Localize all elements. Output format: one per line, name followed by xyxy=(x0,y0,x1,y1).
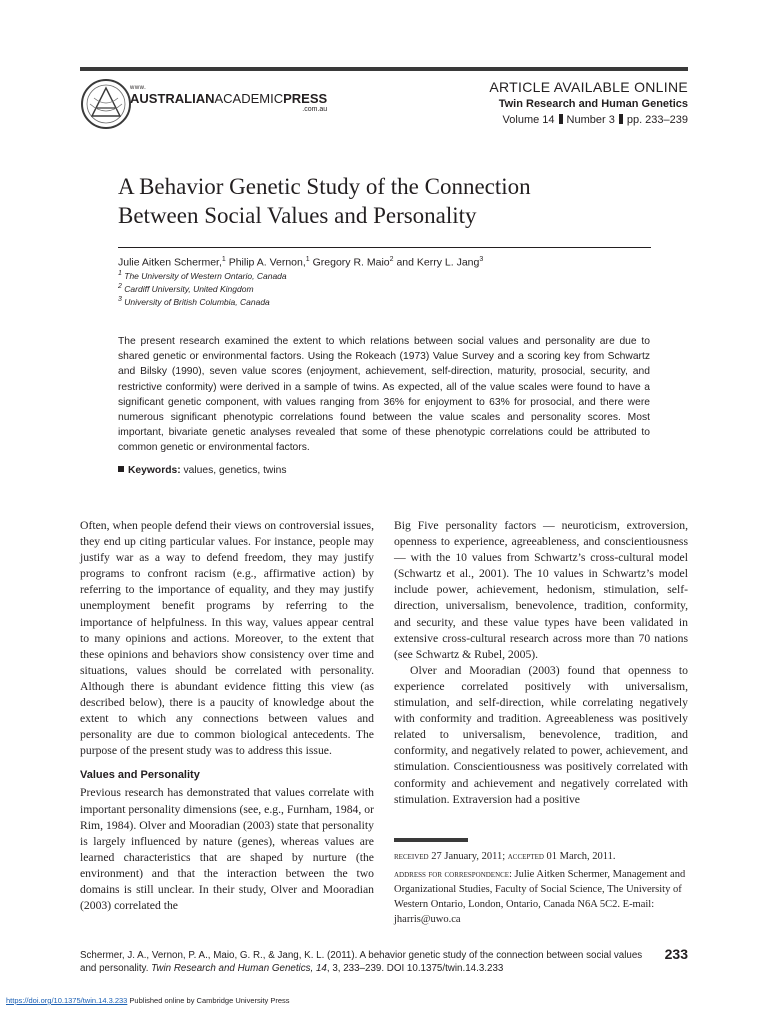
publisher-wordmark xyxy=(130,85,327,113)
author-affiliation-mark: 3 xyxy=(479,256,484,263)
author-affiliation-mark: 2 xyxy=(389,256,394,263)
section-heading: Values and Personality xyxy=(80,769,200,782)
availability-label: ARTICLE AVAILABLE ONLINE xyxy=(489,79,688,95)
separator-bar-icon xyxy=(559,114,563,124)
keywords-label: Keywords: xyxy=(128,465,181,476)
issue-number: Number 3 xyxy=(566,114,615,126)
top-rule xyxy=(80,67,688,71)
keywords xyxy=(118,465,287,476)
affiliation-mark: 3 xyxy=(118,296,122,303)
publisher-www: www. xyxy=(130,85,147,91)
volume: Volume 14 xyxy=(502,114,555,126)
author-affiliation-mark: 1 xyxy=(221,256,226,263)
received-accepted-note xyxy=(394,849,688,864)
affiliation-text: Cardiff University, United Kingdom xyxy=(121,283,254,294)
body-paragraph: Olver and Mooradian (2003) found that openness to experience correlated positively with universalism, stimulation, and self-direction, while correlating negatively with conformity and tradition. Agreeableness was positively related to universalism, benevolence, tradition, and conformity, and negatively related to power, achievement, and stimulation. Conscientiousness was positively correlated with conformity and achievement and negatively correlated with stimulation. Extraversion had a positive xyxy=(394,663,688,806)
received-label: received xyxy=(394,851,429,862)
published-note: Published online by Cambridge University Press xyxy=(127,996,290,1005)
page-number: 233 xyxy=(664,946,688,962)
author-name: and Kerry L. Jang xyxy=(393,256,480,269)
journal-masthead xyxy=(489,78,688,128)
title-line-1: A Behavior Genetic Study of the Connection xyxy=(118,174,531,199)
author-affiliation-mark: 1 xyxy=(305,256,310,263)
correspondence-note xyxy=(394,867,688,927)
journal-name: Twin Research and Human Genetics xyxy=(498,98,688,110)
square-bullet-icon xyxy=(118,466,124,472)
publisher-brand-bold: AUSTRALIAN xyxy=(130,91,215,106)
affiliation-mark: 1 xyxy=(118,270,122,277)
citation-text: Schermer, J. A., Vernon, P. A., Maio, G. R., & Jang, K. L. (2011). A behavior genetic study of the connection between social values and personality. xyxy=(80,950,643,974)
address-label: address for correspondence: xyxy=(394,869,512,880)
publisher-brand-regular: ACADEMIC xyxy=(214,91,284,106)
accepted-label: accepted xyxy=(507,851,544,862)
footer xyxy=(6,996,290,1006)
affiliation xyxy=(118,293,270,309)
author-name: Philip A. Vernon, xyxy=(225,256,306,269)
footnote-rule xyxy=(394,838,468,842)
title-line-2: Between Social Values and Personality xyxy=(118,203,477,228)
separator-bar-icon xyxy=(619,114,623,124)
received-date: 27 January, 2011; xyxy=(428,851,508,862)
page-range: pp. 233–239 xyxy=(626,114,688,126)
body-column-left xyxy=(80,518,374,914)
affiliation-text: The University of Western Ontario, Canada xyxy=(121,270,287,281)
publisher-domain: .com.au xyxy=(302,106,328,113)
publisher-brand-bold2: PRESS xyxy=(283,91,328,106)
keywords-list: values, genetics, twins xyxy=(180,465,287,476)
address-text: Julie Aitken Schermer, Management and Organizational Studies, Faculty of Social Science, The University of Western Ontario, London, Ontario, Canada N6A 5C2. E-mail: jharris@uwo.ca xyxy=(394,869,686,925)
article-notes xyxy=(394,849,688,927)
citation-rest: , 3, 233–239. DOI 10.1375/twin.14.3.233 xyxy=(326,963,504,974)
abstract: The present research examined the extent to which relations between social values and personality are due to shared genetic or environmental factors. Using the Rokeach (1973) Value Survey and a scoring key from Schwartz and Bilsky (1990), seven value scores (enjoyment, achievement, self-direction, maturity, prosocial, security, and restrictive conformity) were derived in a sample of twins. As expected, all of the value scales were found to have a significant genetic component, with values ranging from 36% for enjoyment to 63% for prosocial, and there were numerous significant phenotypic correlations found between the value scales and personality scores. Most important, bivariate genetic analyses revealed that some of these phenotypic correlations could be attributed to common genetic or environmental factors. xyxy=(118,336,650,454)
accepted-date: 01 March, 2011. xyxy=(543,851,616,862)
body-paragraph: Big Five personality factors — neuroticism, extroversion, openness to experience, agreeableness, and conscientiousness — with the 10 values from Schwartz’s cross-cultural model (Schwartz et al., 2001). The 10 values in Schwartz’s model include power, achievement, hedonism, stimulation, self-direction, universalism, benevolence, tradition, conformity, and security, and these value types have been validated in extensive cross-cultural research across more than 70 nations (see Schwartz & Rubel, 2005). xyxy=(394,519,688,661)
affiliation-text: University of British Columbia, Canada xyxy=(121,296,270,307)
body-column-right xyxy=(394,518,688,808)
citation-journal: Twin Research and Human Genetics, 14 xyxy=(151,963,327,974)
title-rule xyxy=(118,247,651,248)
citation xyxy=(80,949,660,975)
volume-line xyxy=(489,112,688,128)
body-paragraph: Previous research has demonstrated that values correlate with important personality dimensions (see, e.g., Furnham, 1984, or Rim, 1984). Olver and Mooradian (2003) state that personality is largely influenced by nature (genes), whereas values are learned characteristics that are shaped by nurture (the environment) and that the interaction between the two domains is still unclear. In their study, Olver and Mooradian (2003) correlated the xyxy=(80,786,374,913)
author-name: Gregory R. Maio xyxy=(309,256,390,269)
body-paragraph: Often, when people defend their views on controversial issues, they end up citing particular values. For instance, people may justify war as a way to defend freedom, they may justify programs to confront racism (e.g., affirmative action) by referring to the importance of equality, and they may justify unemployment benefit programs by referring to the importance of helpfulness. In this way, values appear central to many opinions and actions. Moreover, to the extent that these opinions and behaviors show consistency over time and situations, values should be correlated with personality. Although there is abundant evidence fitting this view (as described below), there is a paucity of knowledge about the extent to which any connections between values and personality are due to common biological antecedents. The purpose of the present study was to address this issue. xyxy=(80,519,374,758)
doi-link[interactable]: https://doi.org/10.1375/twin.14.3.233 xyxy=(6,996,128,1005)
author-name: Julie Aitken Schermer, xyxy=(118,256,222,269)
affiliation-mark: 2 xyxy=(118,283,122,290)
article-title xyxy=(118,172,678,230)
